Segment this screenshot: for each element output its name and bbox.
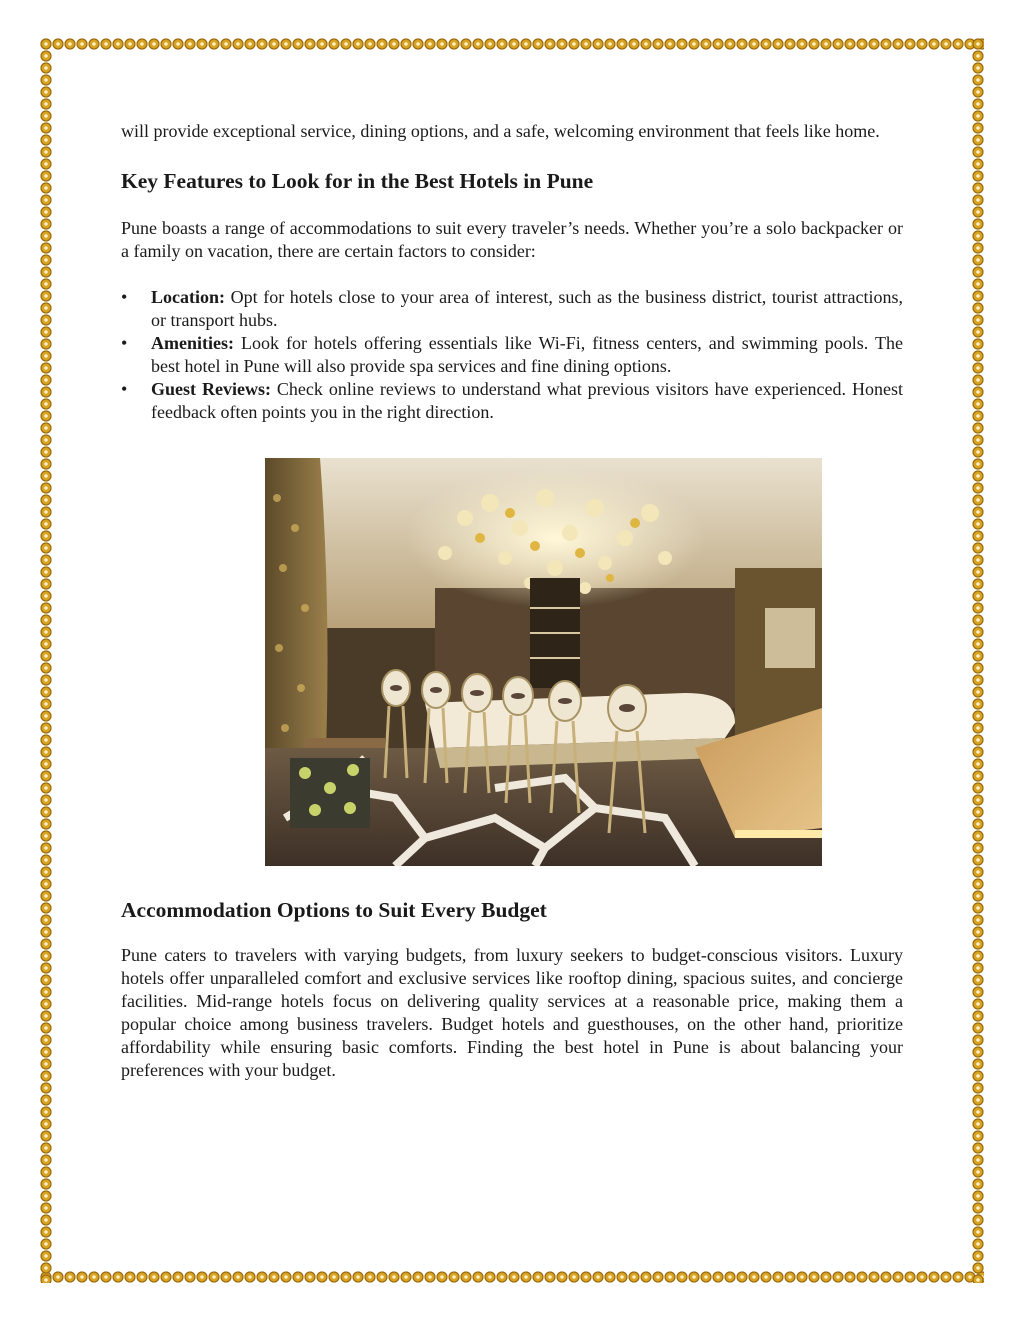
features-list	[121, 286, 903, 424]
hotel-restaurant-bar-photo-icon	[265, 458, 822, 866]
hotel-photo	[265, 458, 822, 866]
bullet-term: Guest Reviews:	[151, 379, 271, 399]
bullet-icon: •	[121, 287, 128, 307]
list-item	[121, 378, 903, 424]
intro-paragraph: will provide exceptional service, dining options, and a safe, welcoming environment that feels like home.	[121, 121, 880, 141]
page-content	[121, 120, 903, 1082]
section-heading-accommodation: Accommodation Options to Suit Every Budget	[121, 898, 547, 922]
decorative-border-bottom	[40, 1271, 984, 1283]
bullet-text: Look for hotels offering essentials like Wi-Fi, fitness centers, and swimming pools. The best hotel in Pune will also provide spa services and fine dining options.	[151, 333, 903, 376]
decorative-border-top	[40, 38, 984, 50]
bullet-text: Opt for hotels close to your area of interest, such as the business district, tourist attractions, or transport hubs.	[151, 287, 903, 330]
decorative-border-left	[40, 38, 52, 1283]
bullet-term: Amenities:	[151, 333, 234, 353]
bullet-term: Location:	[151, 287, 225, 307]
section-heading-key-features: Key Features to Look for in the Best Hotels in Pune	[121, 169, 594, 193]
accommodation-paragraph: Pune caters to travelers with varying budgets, from luxury seekers to budget-conscious visitors. Luxury hotels offer unparalleled comfort and exclusive services like rooftop dining, spacious suites, and concierge facilities. Mid-range hotels focus on delivering quality services at a reasonable price, making them a popular choice among business travelers. Budget hotels and guesthouses, on the other hand, prioritize affordability while ensuring basic comforts. Finding the best hotel in Pune is about balancing your preferences with your budget.	[121, 945, 903, 1080]
bullet-icon: •	[121, 379, 128, 399]
decorative-border-right	[972, 38, 984, 1283]
list-item	[121, 286, 903, 332]
key-features-paragraph: Pune boasts a range of accommodations to suit every traveler’s needs. Whether you’re a solo backpacker or a family on vacation, there are certain factors to consider:	[121, 218, 903, 261]
bullet-icon: •	[121, 333, 128, 353]
bullet-text: Check online reviews to understand what previous visitors have experienced. Honest feedback often points you in the right direction.	[151, 379, 903, 422]
list-item	[121, 332, 903, 378]
